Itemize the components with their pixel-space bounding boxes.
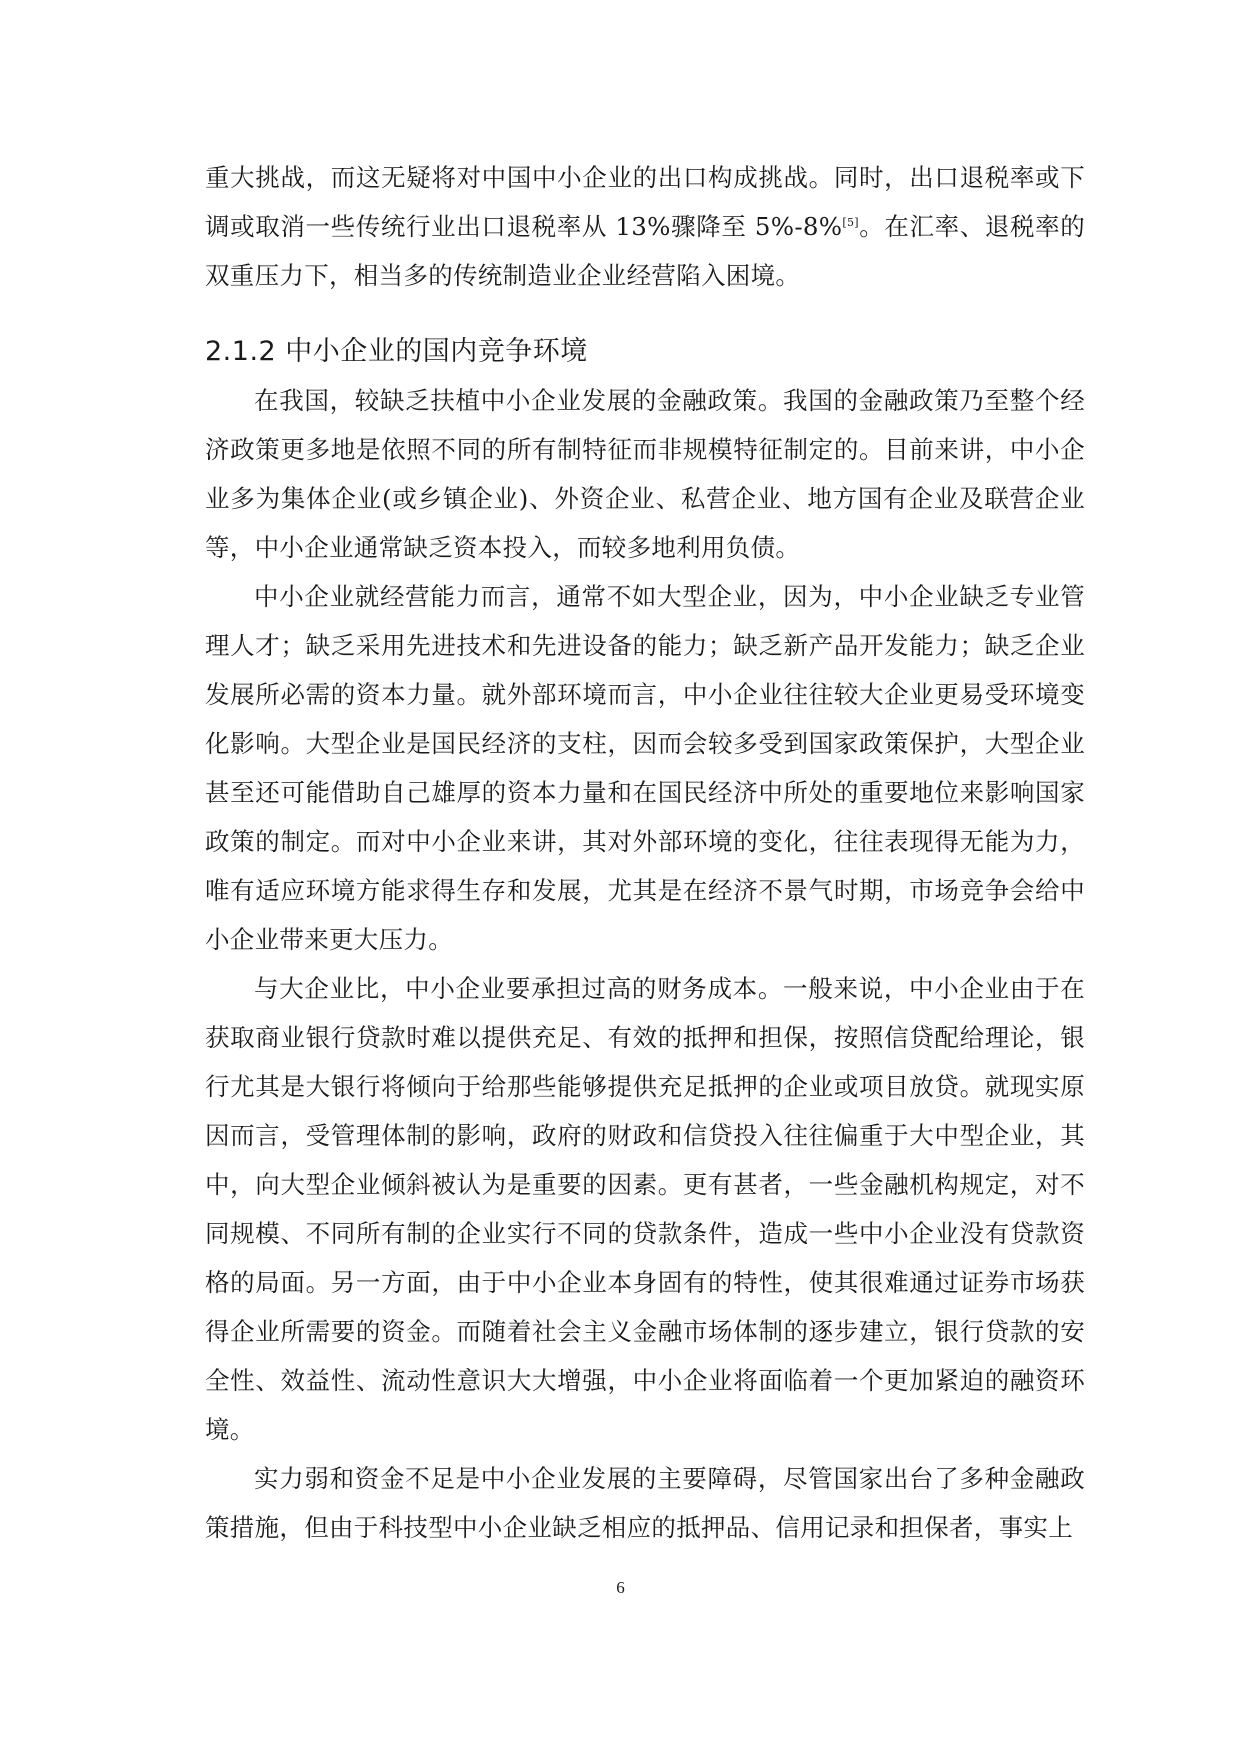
paragraph-export-tax: [205, 153, 1085, 300]
page-number: 6: [616, 1578, 625, 1597]
page-body: [205, 153, 1085, 1552]
citation-ref: [5]: [842, 215, 859, 229]
paragraph-financial-cost: 与大企业比，中小企业要承担过高的财务成本。一般来说，中小企业由于在获取商业银行贷款时难以提供充足、有效的抵押和担保，按照信贷配给理论，银行尤其是大银行将倾向于给那些能够提供充足抵押的企业或项目放贷。就现实原因而言，受管理体制的影响，政府的财政和信贷投入往往偏重于大中型企业，其中，向大型企业倾斜被认为是重要的因素。更有甚者，一些金融机构规定，对不同规模、不同所有制的企业实行不同的贷款条件，造成一些中小企业没有贷款资格的局面。另一方面，由于中小企业本身固有的特性，使其很难通过证券市场获得企业所需要的资金。而随着社会主义金融市场体制的逐步建立，银行贷款的安全性、效益性、流动性意识大大增强，中小企业将面临着一个更加紧迫的融资环境。: [205, 974, 1085, 1444]
section-heading: 2.1.2 中小企业的国内竞争环境: [205, 336, 588, 367]
paragraph-export-tax-text-a: 重大挑战，而这无疑将对中国中小企业的出口构成挑战。同时，出口退税率或下调或取消一些传统行业出口退税率从 13%骤降至 5%-8%: [205, 163, 1085, 241]
paragraph-operating-capability: 中小企业就经营能力而言，通常不如大型企业，因为，中小企业缺乏专业管理人才；缺乏采用先进技术和先进设备的能力；缺乏新产品开发能力；缺乏企业发展所必需的资本力量。就外部环境而言，中小企业往往较大企业更易受环境变化影响。大型企业是国民经济的支柱，因而会较多受到国家政策保护，大型企业甚至还可能借助自己雄厚的资本力量和在国民经济中所处的重要地位来影响国家政策的制定。而对中小企业来讲，其对外部环境的变化，往往表现得无能为力，唯有适应环境方能求得生存和发展，尤其是在经济不景气时期，市场竞争会给中小企业带来更大压力。: [205, 582, 1085, 954]
paragraph-capital-shortage: 实力弱和资金不足是中小企业发展的主要障碍，尽管国家出台了多种金融政策措施，但由于科技型中小企业缺乏相应的抵押品、信用记录和担保者，事实上: [205, 1464, 1085, 1542]
paragraph-financial-policy: 在我国，较缺乏扶植中小企业发展的金融政策。我国的金融政策乃至整个经济政策更多地是依照不同的所有制特征而非规模特征制定的。目前来讲，中小企业多为集体企业(或乡镇企业)、外资企业、私营企业、地方国有企业及联营企业等，中小企业通常缺乏资本投入，而较多地利用负债。: [205, 386, 1085, 562]
paragraph-export-tax-text-b: 。在汇率、退税率的双重压力下，相当多的传统制造业企业经营陷入困境。: [205, 212, 1085, 290]
